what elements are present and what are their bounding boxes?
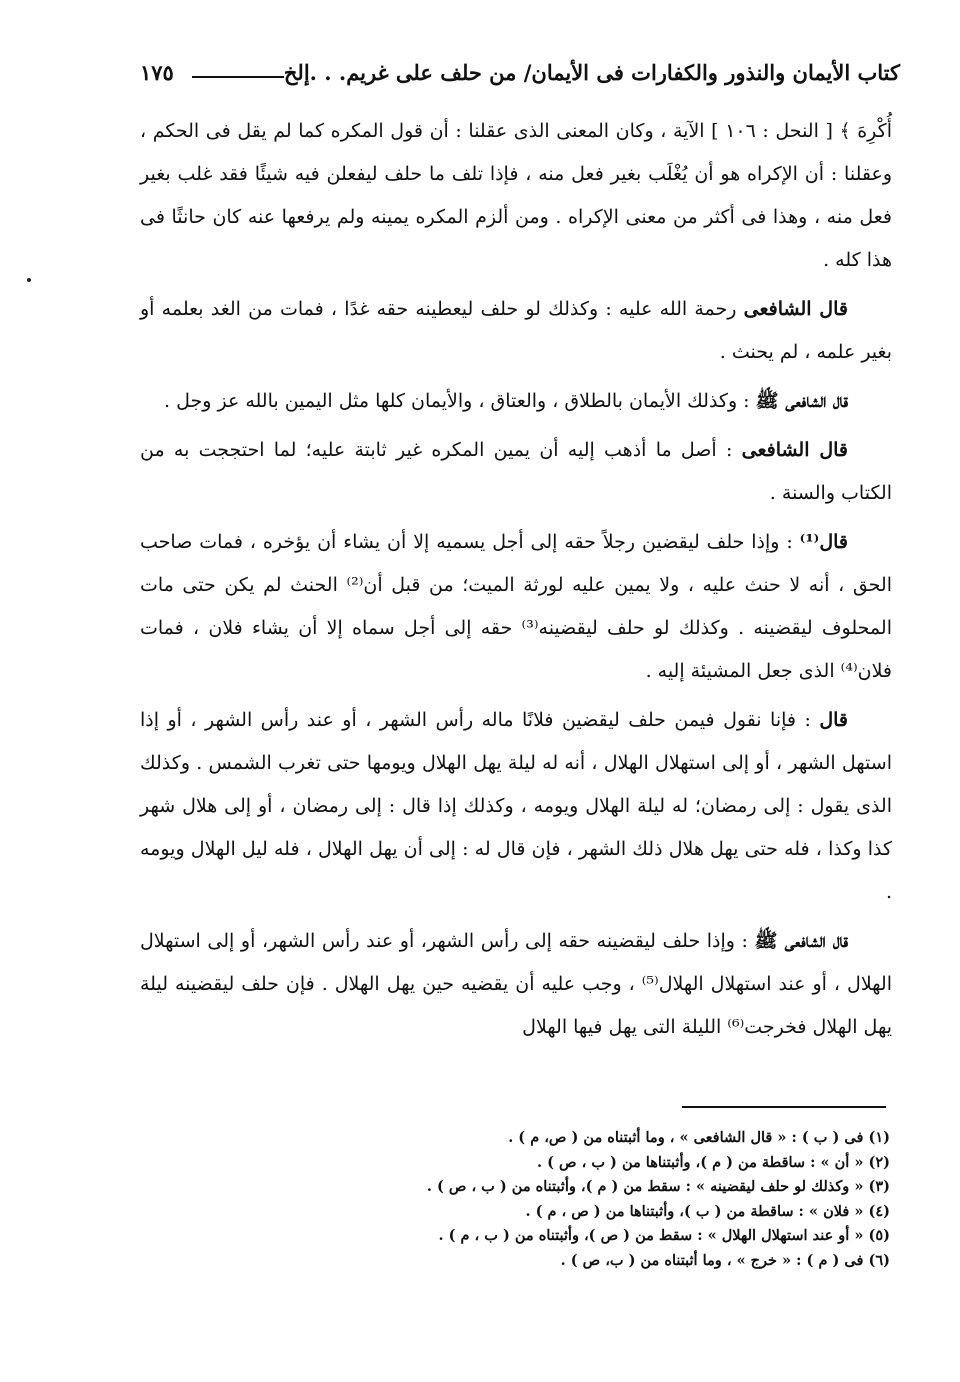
- paragraph-6: [140, 699, 892, 914]
- footnote-3: (٣) « وكذلك لو حلف ليقضينه » : سقط من ( م )، وأثبتناه من ( ب ، ص ) .: [426, 1178, 890, 1195]
- footnote-1: (١) فى ( ب ) : « قال الشافعى » ، وما أثبتناه من ( ص، م ) .: [508, 1129, 890, 1146]
- footnote-2: (٢) « أن » : ساقطة من ( م )، وأثبتناها من ( ب ، ص ) .: [537, 1153, 890, 1171]
- paragraph-text: : وإذا حلف ليقضين رجلاً حقه إلى أجل يسميه إلا أن يشاء أن يؤخره ، فمات صاحب الحق ، أنه لا حنث عليه ، ولا يمين عليه لورثة الميت؛ من قبل أن⁽²⁾ الحنث لم يكن حتى مات المحلوف ليقضينه . وكذلك لو حلف ليقضينه⁽³⁾ حقه إلى أجل سماه إلا أن يشاء فلان ، فمات فلان⁽⁴⁾ الذى جعل المشيئة إليه .: [140, 531, 892, 682]
- paragraph-1: [140, 110, 892, 282]
- header-rule: [192, 76, 284, 78]
- paragraph-lead: قال الشافعى ﷺ: [754, 930, 848, 952]
- paragraph-2: [140, 288, 892, 374]
- running-header: [130, 56, 900, 96]
- footnotes: [320, 1126, 890, 1273]
- margin-speck: [27, 278, 31, 282]
- paragraph-3: [140, 380, 892, 423]
- paragraph-lead: قال الشافعى: [741, 439, 848, 461]
- paragraph-7: [140, 920, 892, 1049]
- header-title: كتاب الأيمان والنذور والكفارات فى الأيمان/ من حلف على غريم. . .إلخ: [283, 60, 900, 85]
- paragraph-text: : فإنا نقول فيمن حلف ليقضين فلانًا ماله رأس الشهر ، أو عند رأس الشهر ، أو إذا استهل الشهر ، أو إلى استهلال الهلال ، أنه له ليلة يهل الهلال ويومها حتى تغرب الشمس . وكذلك الذى يقول : إلى رمضان؛ له ليلة الهلال ويومه ، وكذلك إذا قال : إلى رمضان ، أو إلى هلال شهر كذا وكذا ، فله حتى يهل هلال ذلك الشهر ، فإن قال له : إلى أن يهل الهلال ، فله ليل الهلال ويومه .: [140, 709, 892, 903]
- paragraph-text: : وإذا حلف ليقضينه حقه إلى رأس الشهر، أو عند رأس الشهر، أو إلى استهلال الهلال ، أو عند استهلال الهلال⁽⁵⁾ ، وجب عليه أن يقضيه حين يهل الهلال . فإن حلف ليقضينه ليلة يهل الهلال فخرجت⁽⁶⁾ الليلة التى يهل فيها الهلال: [140, 930, 893, 1038]
- footnote-6: (٦) فى ( م ) : « خرج » ، وما أثبتناه من ( ب، ص ) .: [560, 1251, 890, 1269]
- footnote-4: (٤) « فلان » : ساقطة من ( ب )، وأثبتناها من ( ص ، م ) .: [525, 1202, 890, 1220]
- paragraph-lead: قال الشافعى: [743, 298, 848, 320]
- paragraph-lead: قال الشافعى ﷺ: [755, 390, 848, 412]
- footnote-rule: [682, 1106, 886, 1108]
- paragraph-text: رحمة الله عليه : وكذلك لو حلف ليعطينه حقه غدًا ، فمات من الغد بعلمه أو بغير علمه ، لم يحنث .: [140, 298, 892, 363]
- footnote-5: (٥) « أو عند استهلال الهلال » : سقط من ( ص )، وأثبتناه من ( ب ، م ) .: [438, 1227, 890, 1244]
- paragraph-text: أُكْرِهَ ﴾ [ النحل : ١٠٦ ] الآية ، وكان المعنى الذى عقلنا : أن قول المكره كما لم يقل فى الحكم ، وعقلنا : أن الإكراه هو أن يُغْلَب بغير فعل منه ، فإذا تلف ما حلف ليفعلن فيه شيئًا فقد غلب بغير فعل منه ، وهذا فى أكثر من معنى الإكراه . ومن ألزم المكره يمينه ولم يرفعها عنه كان حانثًا فى هذا كله .: [140, 120, 892, 271]
- paragraph-4: [140, 429, 892, 515]
- paragraph-text: : أصل ما أذهب إليه أن يمين المكره غير ثابتة عليه؛ لما احتججت به من الكتاب والسنة .: [140, 439, 892, 504]
- paragraph-lead: قال: [819, 709, 848, 731]
- main-text: [140, 110, 892, 1055]
- paragraph-lead: قال⁽¹⁾: [799, 531, 848, 553]
- page-number: ١٧٥: [140, 60, 174, 85]
- paragraph-5: [140, 521, 892, 693]
- paragraph-text: : وكذلك الأيمان بالطلاق ، والعتاق ، والأيمان كلها مثل اليمين بالله عز وجل .: [164, 390, 756, 412]
